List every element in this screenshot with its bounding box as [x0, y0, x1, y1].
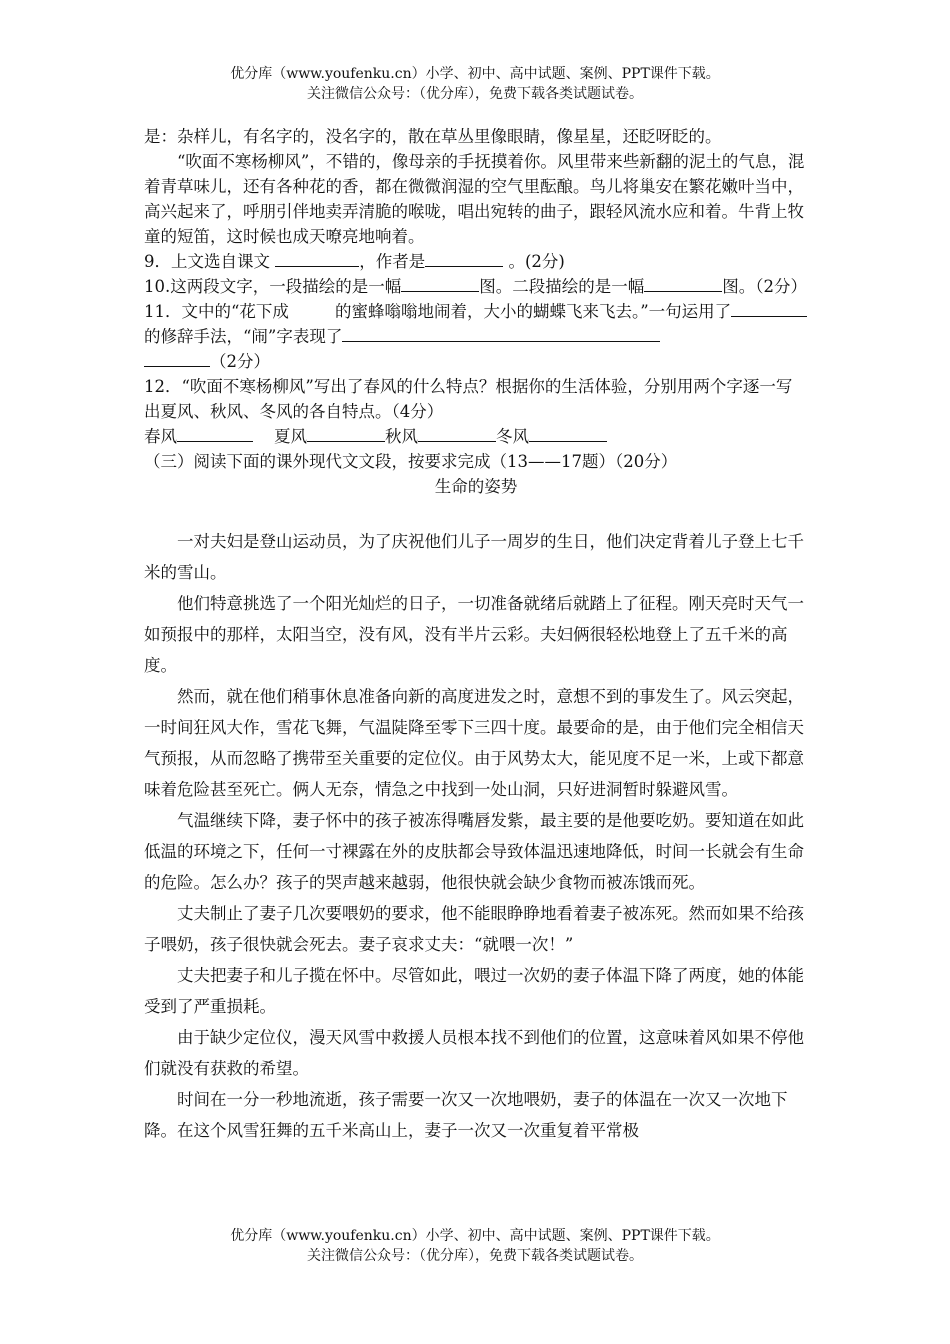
section-3-heading: （三）阅读下面的课外现代文文段，按要求完成（13——17题）（20分） — [144, 452, 678, 471]
article-paragraph: 丈夫把妻子和儿子揽在怀中。尽管如此，喂过一次奶的妻子体温下降了两度，她的体能受到了严重损耗。 — [144, 966, 804, 1016]
answer-blank[interactable] — [307, 424, 385, 442]
answer-blank[interactable] — [275, 249, 359, 267]
header-line-1: 优分库（www.youfenku.cn）小学、初中、高中试题、案例、PPT课件下载。 — [230, 66, 720, 82]
article-paragraph: 然而，就在他们稍事休息准备向新的高度进发之时，意想不到的事发生了。风云突起，一时间狂风大作，雪花飞舞，气温陡降至零下三四十度。最要命的是，由于他们完全相信天气预报，从而忽略了携带至关重要的定位仪。由于风势太大，能见度不足一米，上或下都意味着危险甚至死亡。俩人无奈，情急之中找到一处山洞，只好进洞暂时躲避风雪。 — [144, 687, 804, 799]
article-paragraph: 时间在一分一秒地流逝，孩子需要一次又一次地喂奶，妻子的体温在一次又一次地下降。在这个风雪狂舞的五千米高山上，妻子一次又一次重复着平常极 — [144, 1090, 788, 1140]
answer-blank[interactable] — [529, 424, 607, 442]
answer-blank[interactable] — [342, 324, 660, 342]
header-line-2: 关注微信公众号：（优分库），免费下载各类试题试卷。 — [307, 86, 643, 102]
answer-blank[interactable] — [418, 424, 496, 442]
passage-paragraph: 是：杂样儿，有名字的，没名字的，散在草丛里像眼睛，像星星，还眨呀眨的。 — [144, 127, 722, 146]
page-header — [0, 64, 950, 104]
question-11: 11．文中的“花下成 的蜜蜂嗡嗡地闹着，大小的蝴蝶飞来飞去。”一句运用了的修辞手法，“闹”字表现了 （2分） — [144, 299, 808, 374]
article-paragraph: 气温继续下降，妻子怀中的孩子被冻得嘴唇发紫，最主要的是他要吃奶。要知道在如此低温的环境之下，任何一寸裸露在外的皮肤都会导致体温迅速地降低，时间一长就会有生命的危险。怎么办？孩子的哭声越来越弱，他很快就会缺少食物而被冻饿而死。 — [144, 811, 804, 892]
question-12-answers: 春风 夏风 秋风 冬风 — [144, 424, 808, 449]
answer-blank[interactable] — [401, 274, 479, 292]
page-footer — [0, 1226, 950, 1266]
question-10: 10.这两段文字，一段描绘的是一幅 图。二段描绘的是一幅 图。（2分） — [144, 274, 808, 299]
question-12: 12．“吹面不寒杨柳风”写出了春风的什么特点？根据你的生活体验，分别用两个字逐一写出夏风、秋风、冬风的各自特点。（4分） — [144, 377, 793, 421]
answer-blank[interactable] — [177, 424, 253, 442]
article-paragraph: 他们特意挑选了一个阳光灿烂的日子，一切准备就绪后就踏上了征程。刚天亮时天气一如预报中的那样，太阳当空，没有风，没有半片云彩。夫妇俩很轻松地登上了五千米的高度。 — [144, 594, 804, 675]
passage-paragraph: “吹面不寒杨柳风”，不错的，像母亲的手抚摸着你。风里带来些新翻的泥土的气息，混着青草味儿，还有各种花的香，都在微微润湿的空气里酝酿。鸟儿将巢安在繁花嫩叶当中，高兴起来了，呼朋引伴地卖弄清脆的喉咙，唱出宛转的曲子，跟轻风流水应和着。牛背上牧童的短笛，这时候也成天嘹亮地响着。 — [144, 152, 805, 246]
article-paragraph: 一对夫妇是登山运动员，为了庆祝他们儿子一周岁的生日，他们决定背着儿子登上七千米的雪山。 — [144, 532, 804, 582]
answer-blank[interactable] — [731, 299, 807, 317]
article-paragraph: 由于缺少定位仪，漫天风雪中救援人员根本找不到他们的位置，这意味着风如果不停他们就没有获救的希望。 — [144, 1028, 804, 1078]
article-paragraph: 丈夫制止了妻子几次要喂奶的要求，他不能眼睁睁地看着妻子被冻死。然而如果不给孩子喂奶，孩子很快就会死去。妻子哀求丈夫：“就喂一次！” — [144, 904, 804, 954]
reading-section-upper — [144, 124, 808, 499]
footer-line-2: 关注微信公众号：（优分库），免费下载各类试题试卷。 — [307, 1248, 643, 1264]
article-title: 生命的姿势 — [434, 477, 518, 496]
answer-blank[interactable] — [425, 249, 503, 267]
footer-line-1: 优分库（www.youfenku.cn）小学、初中、高中试题、案例、PPT课件下载。 — [230, 1228, 720, 1244]
article-body — [144, 526, 808, 1146]
answer-blank[interactable] — [144, 349, 210, 367]
question-9: 9．上文选自课文 ，作者是 。(2分) — [144, 249, 808, 274]
answer-blank[interactable] — [644, 274, 722, 292]
